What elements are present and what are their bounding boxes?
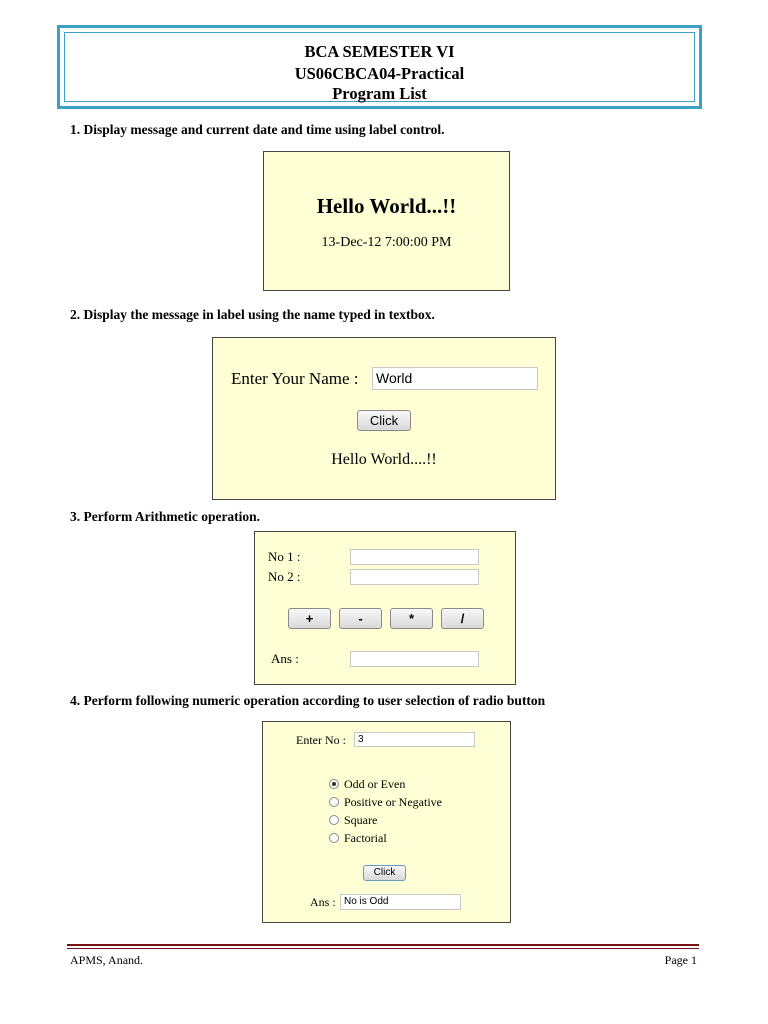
radio-unselected-icon[interactable] (329, 797, 339, 807)
ans-output (350, 651, 479, 667)
ans-label: Ans : (310, 895, 336, 909)
radio-label: Positive or Negative (344, 795, 442, 809)
enter-name-label: Enter Your Name : (231, 369, 359, 388)
question-1: 1. Display message and current date and time using label control. (70, 122, 445, 137)
header-box (57, 25, 702, 109)
question-2: 2. Display the message in label using the name typed in textbox. (70, 307, 435, 322)
hello-world-label: Hello World...!! (316, 194, 457, 218)
name-input[interactable]: World (372, 367, 538, 390)
radio-label: Factorial (344, 831, 387, 845)
add-button[interactable]: + (288, 608, 331, 629)
radio-factorial[interactable] (329, 831, 387, 849)
radio-square[interactable] (329, 813, 377, 831)
radio-positive-negative[interactable] (329, 795, 442, 813)
no1-input[interactable] (350, 549, 479, 565)
radio-unselected-icon[interactable] (329, 815, 339, 825)
footer-page-number: Page 1 (664, 953, 697, 967)
multiply-button[interactable]: * (390, 608, 433, 629)
q4-panel (262, 721, 511, 923)
radio-odd-even[interactable] (329, 777, 405, 795)
click-button[interactable]: Click (357, 410, 411, 431)
datetime-label: 13-Dec-12 7:00:00 PM (321, 235, 452, 250)
ans-label: Ans : (271, 651, 299, 666)
q2-panel (212, 337, 556, 500)
radio-selected-icon[interactable] (329, 779, 339, 789)
footer-rule-thin (67, 948, 699, 949)
divide-button[interactable]: / (441, 608, 484, 629)
ans-output: No is Odd (340, 894, 461, 910)
header-program-list: Program List (332, 84, 427, 103)
header-title: BCA SEMESTER VI (304, 42, 455, 61)
enter-no-label: Enter No : (296, 733, 346, 747)
subtract-button[interactable]: - (339, 608, 382, 629)
header-inner-box (64, 32, 695, 102)
question-4: 4. Perform following numeric operation according to user selection of radio button (70, 693, 546, 708)
no2-input[interactable] (350, 569, 479, 585)
question-3: 3. Perform Arithmetic operation. (70, 509, 261, 524)
footer-rule (67, 944, 699, 946)
number-input[interactable]: 3 (354, 732, 475, 747)
radio-label: Odd or Even (344, 777, 406, 791)
click-button[interactable]: Click (363, 865, 406, 881)
no2-label: No 2 : (268, 569, 301, 584)
q1-panel (263, 151, 510, 291)
no1-label: No 1 : (268, 549, 301, 564)
radio-unselected-icon[interactable] (329, 833, 339, 843)
header-subject: US06CBCA04-Practical (294, 64, 465, 83)
q3-panel (254, 531, 516, 685)
radio-label: Square (344, 813, 378, 827)
greeting-result-label: Hello World....!! (331, 451, 437, 468)
footer-institute: APMS, Anand. (70, 953, 144, 967)
